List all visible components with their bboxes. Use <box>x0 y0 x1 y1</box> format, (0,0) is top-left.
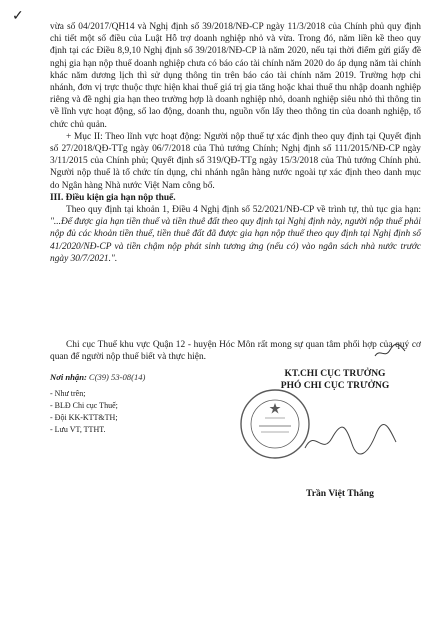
document-body <box>50 21 421 265</box>
check-mark: ✓ <box>12 9 24 24</box>
signature-icon <box>300 420 400 460</box>
paragraph-sector: + Mục II: Theo lĩnh vực hoạt động: Người nộp thuế tự xác định theo quy định tại Quyết định số 27/2018/QĐ-TTg ngày 06/7/2018 của Thủ tướng Chính; Nghị định số 111/2015/NĐ-CP ngày 3/11/2015 của Chính phủ; Quyết định số 319/QĐ-TTg ngày 15/3/2018 của Thủ tướng Chính phủ. Người nộp thuế là tổ chức tín dụng, chi nhánh ngân hàng nước ngoài tự xác định theo danh mục do Ngân hàng Nhà nước Việt Nam công bố. <box>50 131 421 191</box>
recipient-item: - Như trên; <box>50 389 86 398</box>
handwritten-reference: C(39) 53-08(14) <box>88 372 146 382</box>
recipients-block <box>50 371 210 436</box>
closing-statement <box>50 339 421 363</box>
paragraph-sme-info: vừa số 04/2017/QH14 và Nghị định số 39/2018/NĐ-CP ngày 11/3/2018 của Chính phủ quy định chi tiết một số điều của Luật Hỗ trợ doanh nghiệp nhỏ và vừa. Trong đó, năm liền kề theo quy định tại các Điều 8,9,10 Nghị định số 39/2018/NĐ-CP là năm 2020, nếu tại thời điểm gửi giấy đề nghị gia hạn nộp thuế doanh nghiệp chưa có báo cáo tài chính năm 2020 do áp dụng năm tài chính khác năm dương lịch thì sử dụng thông tin trên báo cáo tài chính năm 2019. Trường hợp chi nhánh, đơn vị trực thuộc thực hiện khai thuế giá trị gia tăng hoặc khai thuế thu nhập doanh nghiệp riêng và đề nghị gia hạn theo trường hợp là doanh nghiệp nhỏ, doanh nghiệp siêu nhỏ thì thông tin về lĩnh vực hoạt động, số lao động, doanh thu, nguồn vốn lấy theo thông tin của doanh nghiệp, tổ chức chủ quản. <box>50 22 421 130</box>
recipient-item: - Lưu VT, TTHT. <box>50 425 106 434</box>
handwritten-mark <box>372 339 408 361</box>
conditions-quote: "...Để được gia hạn tiền thuế và tiền thuê đất theo quy định tại Nghị định này, người nộp thuế phải nộp đủ các khoản tiền thuế, tiền thuê đất đã được gia hạn nộp thuế theo quy định tại Nghị định số 41/2020/NĐ-CP và tiền chậm nộp phát sinh tương ứng (nếu có) vào ngân sách nhà nước trước ngày 30/7/2021.". <box>50 217 421 264</box>
signer-name: Trần Việt Thắng <box>306 488 374 499</box>
conditions-lead: Theo quy định tại khoản 1, Điều 4 Nghị định số 52/2021/NĐ-CP về trình tự, thủ tục gia hạn: <box>66 205 421 216</box>
recipient-item: - BLĐ Chi cục Thuế; <box>50 401 118 410</box>
signature-title-2: PHÓ CHI CỤC TRƯỞNG <box>280 381 390 391</box>
signature-title-1: KT.CHI CỤC TRƯỞNG <box>284 369 386 379</box>
recipients-heading: Nơi nhận: <box>50 372 87 382</box>
closing-paragraph: Chi cục Thuế khu vực Quận 12 - huyện Hóc Môn rất mong sự quan tâm phối hợp của quý cơ quan để người nộp thuế biết và thực hiện. <box>50 340 421 363</box>
paragraph-conditions <box>50 204 421 265</box>
section-heading-conditions: III. Điều kiện gia hạn nộp thuế. <box>50 192 176 203</box>
recipient-item: - Đội KK-KTT&TH; <box>50 413 118 422</box>
